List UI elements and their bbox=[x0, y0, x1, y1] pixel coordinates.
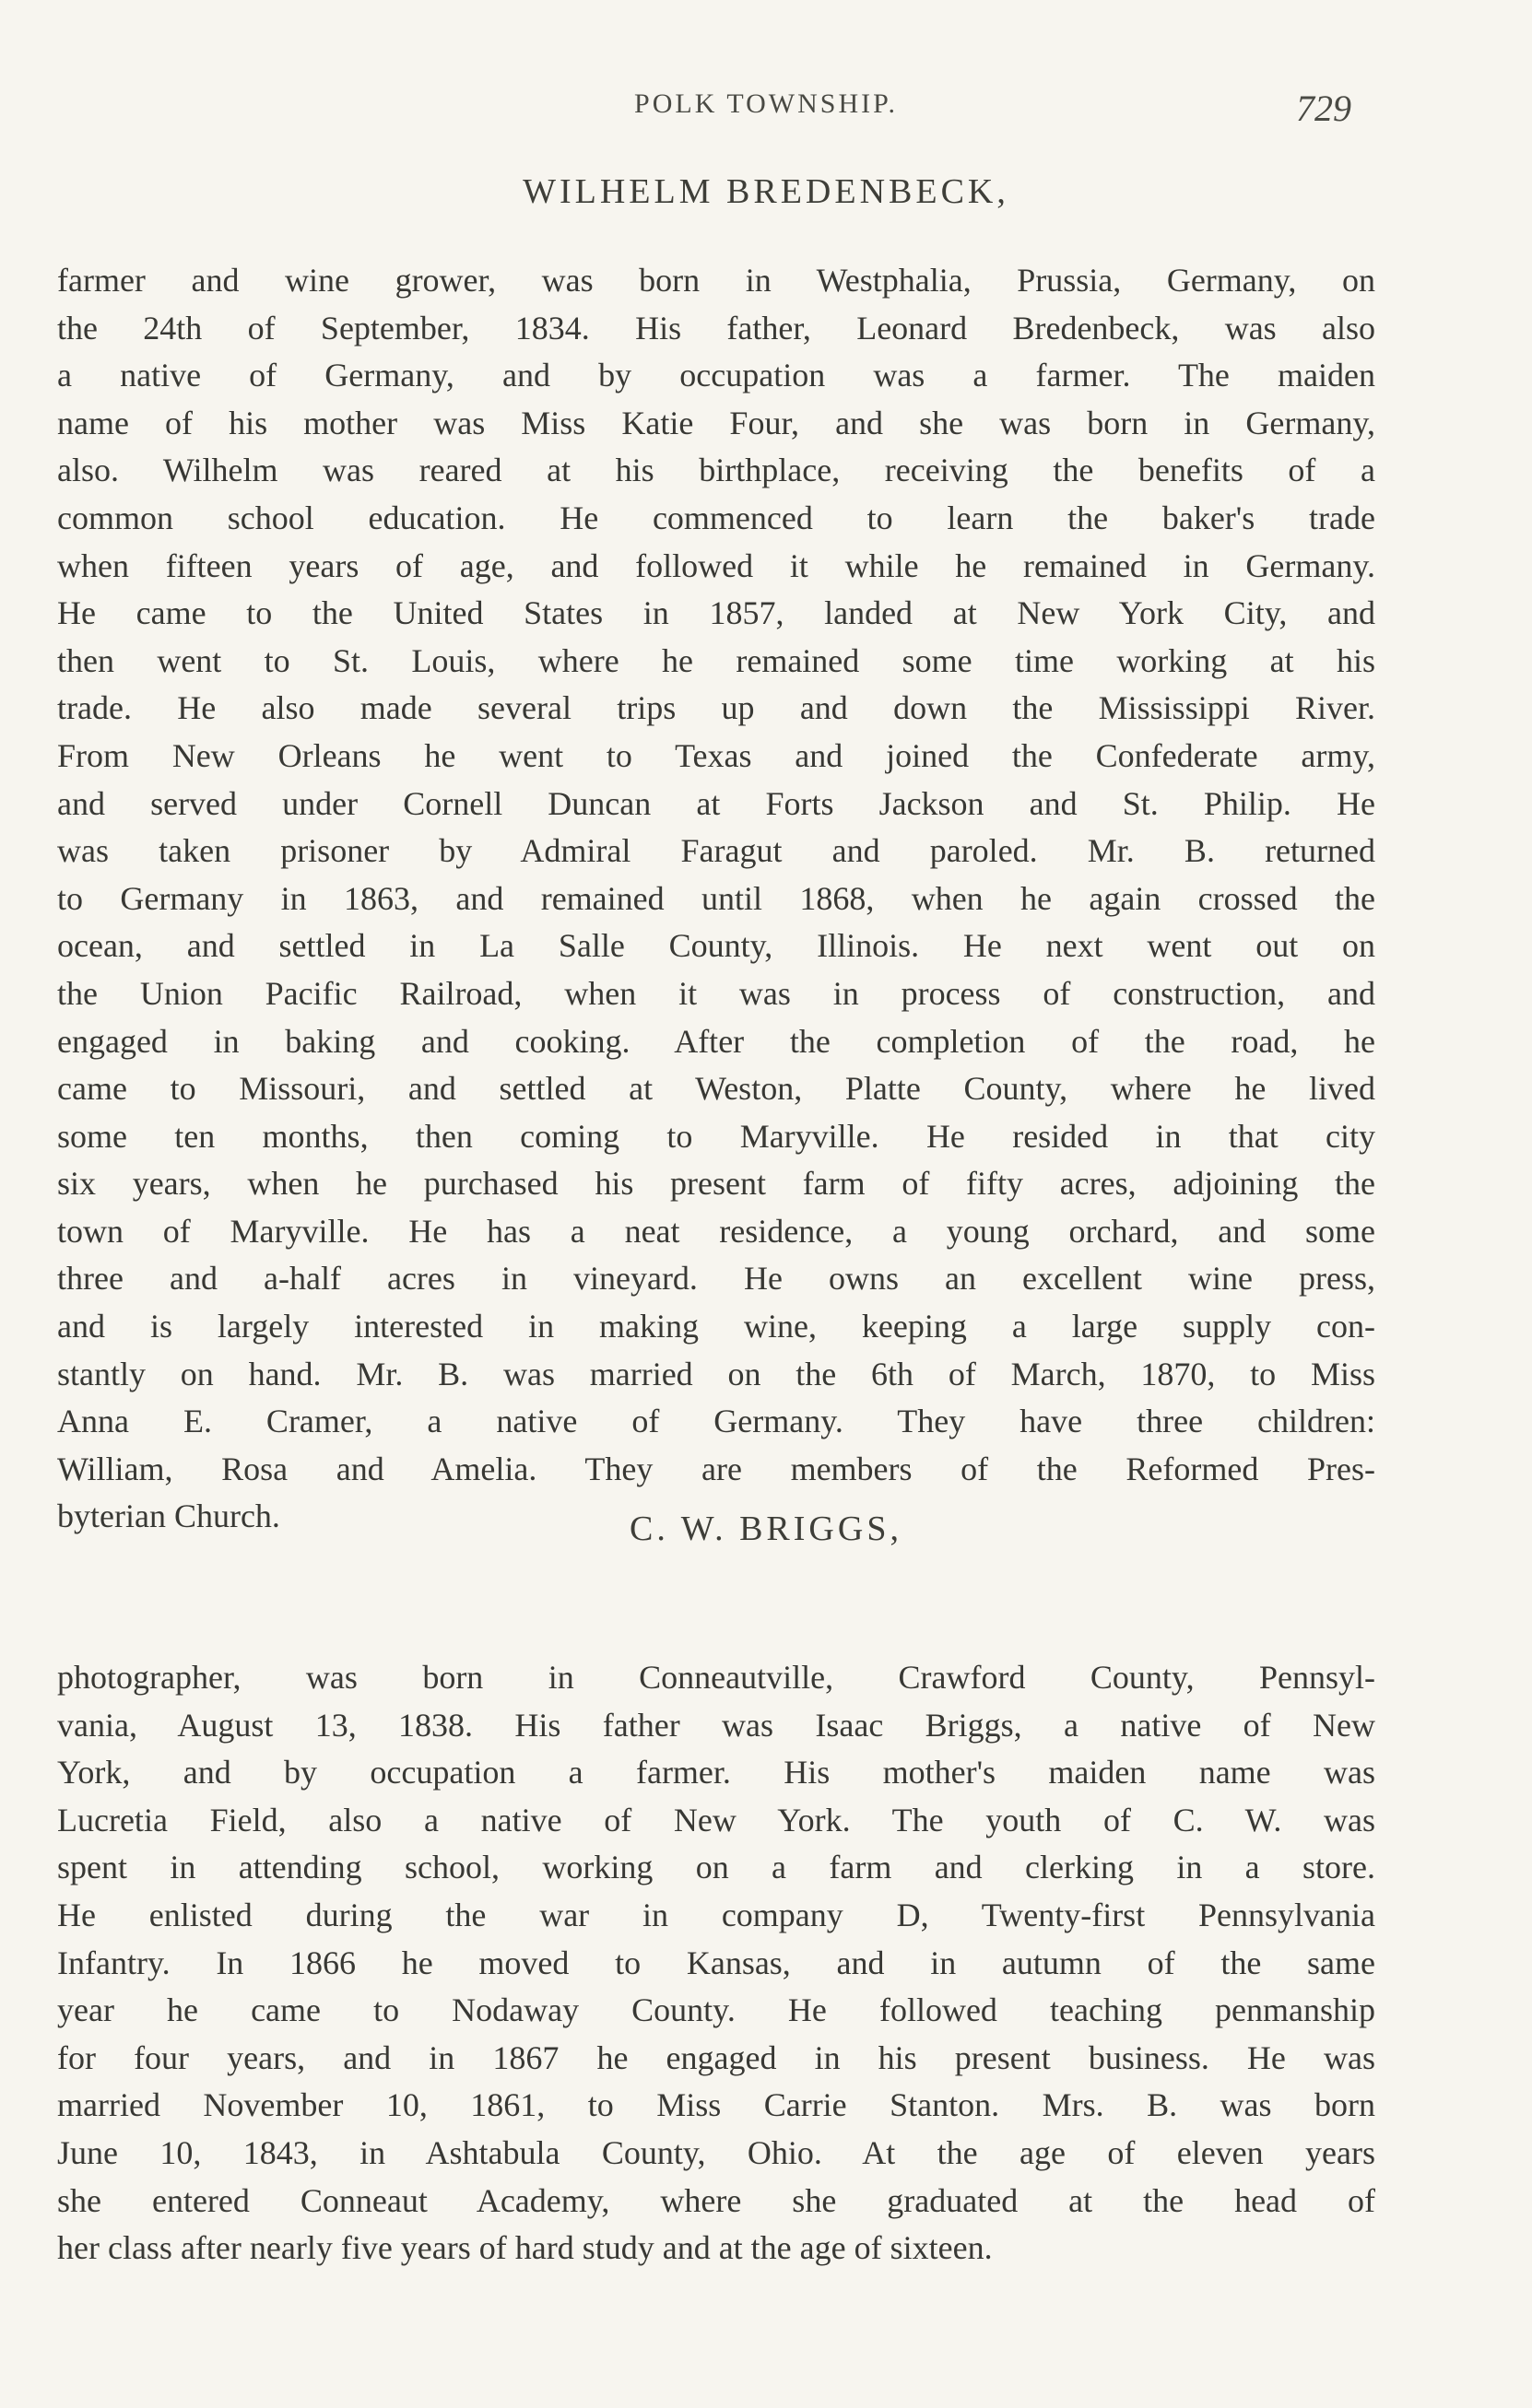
text-line: Lucretia Field, also a native of New York. The youth of C. W. was bbox=[57, 1801, 1375, 1838]
text-line: ocean, and settled in La Salle County, Illinois. He next went out on bbox=[57, 927, 1375, 965]
text-line: common school education. He commenced to learn the baker's trade bbox=[57, 499, 1375, 536]
text-line: and is largely interested in making wine, keeping a large supply con- bbox=[57, 1308, 1375, 1345]
biography-paragraph bbox=[57, 257, 1375, 1541]
text-line: the Union Pacific Railroad, when it was in process of construction, and bbox=[57, 974, 1375, 1012]
text-line: Anna E. Cramer, a native of Germany. They have three children: bbox=[57, 1403, 1375, 1440]
text-line: six years, when he purchased his present farm of fifty acres, adjoining the bbox=[57, 1165, 1375, 1203]
text-line: she entered Conneaut Academy, where she graduated at the head of bbox=[57, 2181, 1375, 2219]
text-line: and served under Cornell Duncan at Forts Jackson and St. Philip. He bbox=[57, 784, 1375, 822]
text-line: town of Maryville. He has a neat residence, a young orchard, and some bbox=[57, 1212, 1375, 1250]
text-line: engaged in baking and cooking. After the completion of the road, he bbox=[57, 1022, 1375, 1060]
text-line: stantly on hand. Mr. B. was married on the 6th of March, 1870, to Miss bbox=[57, 1355, 1375, 1392]
text-line: to Germany in 1863, and remained until 1868, when he again crossed the bbox=[57, 879, 1375, 917]
text-line: year he came to Nodaway County. He followed teaching penmanship bbox=[57, 1991, 1375, 2029]
text-line: photographer, was born in Conneautville, Crawford County, Pennsyl- bbox=[57, 1659, 1375, 1696]
text-line: three and a-half acres in vineyard. He owns an excellent wine press, bbox=[57, 1260, 1375, 1298]
text-line: June 10, 1843, in Ashtabula County, Ohio. At the age of eleven years bbox=[57, 2133, 1375, 2171]
text-line: her class after nearly five years of hard study and at the age of sixteen. bbox=[57, 2229, 993, 2267]
running-head: POLK TOWNSHIP. bbox=[634, 88, 898, 119]
text-line: trade. He also made several trips up and down the Mississippi River. bbox=[57, 689, 1375, 727]
text-line: came to Missouri, and settled at Weston, Platte County, where he lived bbox=[57, 1070, 1375, 1108]
text-line: He enlisted during the war in company D, Twenty-first Pennsylvania bbox=[57, 1896, 1375, 1933]
text-line: name of his mother was Miss Katie Four, and she was born in Germany, bbox=[57, 404, 1375, 441]
text-line: William, Rosa and Amelia. They are members of the Reformed Pres- bbox=[57, 1450, 1375, 1487]
text-line: vania, August 13, 1838. His father was Isaac Briggs, a native of New bbox=[57, 1706, 1375, 1744]
text-line: a native of Germany, and by occupation was a farmer. The maiden bbox=[57, 357, 1375, 394]
text-line: He came to the United States in 1857, landed at New York City, and bbox=[57, 594, 1375, 632]
text-line: From New Orleans he went to Texas and joined the Confederate army, bbox=[57, 736, 1375, 774]
text-line: the 24th of September, 1834. His father, Leonard Bredenbeck, was also bbox=[57, 309, 1375, 347]
text-line: for four years, and in 1867 he engaged in his present business. He was bbox=[57, 2038, 1375, 2076]
text-line: some ten months, then coming to Maryville. He resided in that city bbox=[57, 1117, 1375, 1155]
text-line: farmer and wine grower, was born in Westphalia, Prussia, Germany, on bbox=[57, 262, 1375, 299]
section-heading: WILHELM BREDENBECK, bbox=[523, 172, 1009, 211]
text-line: also. Wilhelm was reared at his birthplace, receiving the benefits of a bbox=[57, 452, 1375, 489]
text-line: was taken prisoner by Admiral Faragut and paroled. Mr. B. returned bbox=[57, 832, 1375, 870]
text-line: York, and by occupation a farmer. His mother's maiden name was bbox=[57, 1754, 1375, 1791]
biography-paragraph bbox=[57, 1654, 1375, 2273]
text-line: then went to St. Louis, where he remained some time working at his bbox=[57, 641, 1375, 679]
text-line: Infantry. In 1866 he moved to Kansas, and in autumn of the same bbox=[57, 1944, 1375, 1981]
section-heading: C. W. BRIGGS, bbox=[630, 1509, 902, 1548]
page-number: 729 bbox=[1296, 88, 1351, 129]
text-line: married November 10, 1861, to Miss Carrie Stanton. Mrs. B. was born bbox=[57, 2086, 1375, 2124]
text-line: spent in attending school, working on a farm and clerking in a store. bbox=[57, 1849, 1375, 1886]
text-line: when fifteen years of age, and followed it while he remained in Germany. bbox=[57, 546, 1375, 584]
text-line: byterian Church. bbox=[57, 1498, 280, 1535]
